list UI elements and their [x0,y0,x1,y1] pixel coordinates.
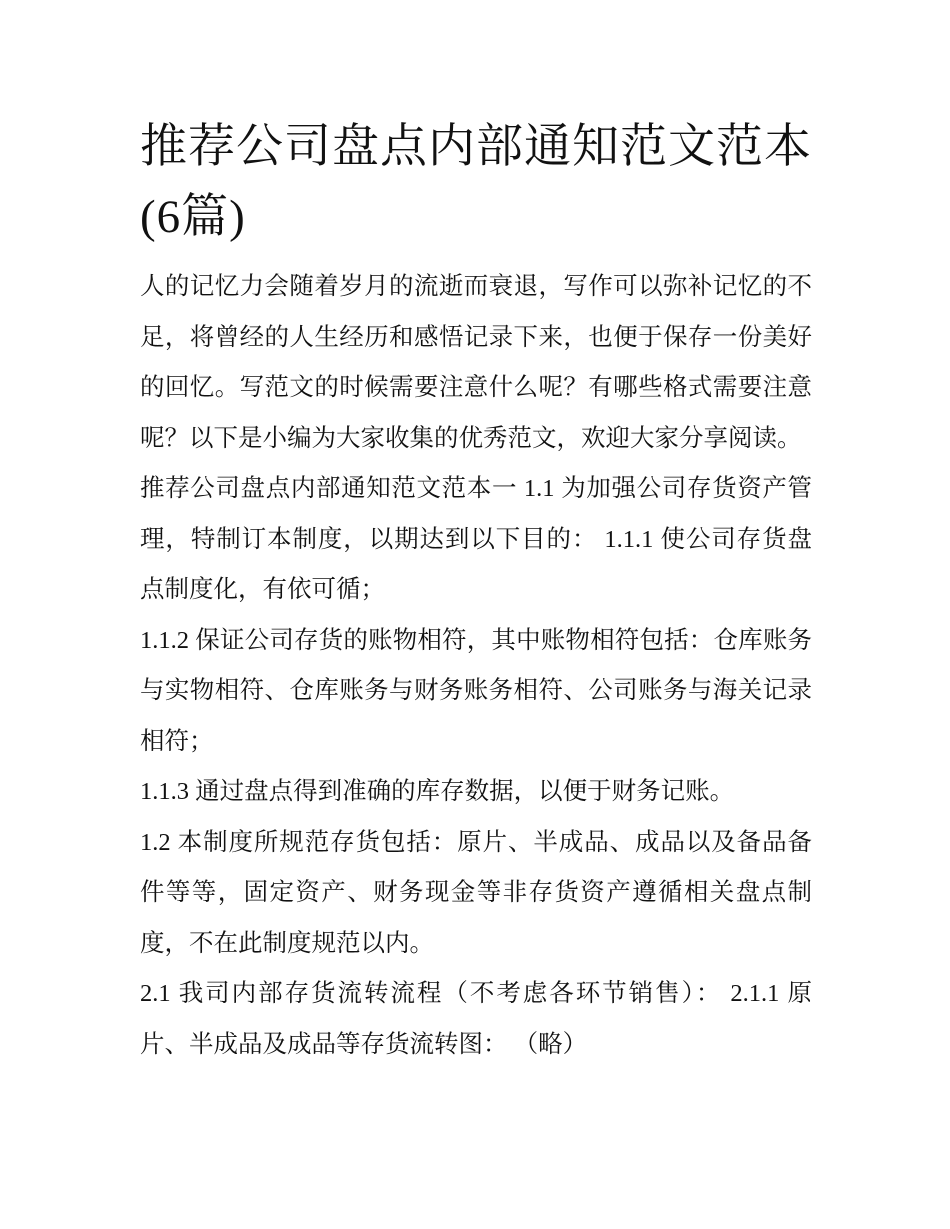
paragraph-section-1-1: 推荐公司盘点内部通知范文范本一 1.1 为加强公司存货资产管理，特制订本制度，以期达到以下目的： 1.1.1 使公司存货盘点制度化，有依可循； [140,475,812,603]
paragraph-section-2-1: 2.1 我司内部存货流转流程（不考虑各环节销售）： 2.1.1 原片、半成品及成品等存货流转图： （略） [140,980,812,1058]
paragraph-section-1-1-3: 1.1.3 通过盘点得到准确的库存数据，以便于财务记账。 [140,778,735,805]
paragraph-section-1-2: 1.2 本制度所规范存货包括：原片、半成品、成品以及备品备件等等，固定资产、财务现金等非存货资产遵循相关盘点制度，不在此制度规范以内。 [140,828,812,957]
document-title: 推荐公司盘点内部通知范文范本(6篇) [140,121,812,243]
paragraph-section-1-1-2: 1.1.2 保证公司存货的账物相符，其中账物相符包括：仓库账务与实物相符、仓库账务与财务账务相符、公司账务与海关记录相符； [140,626,812,755]
paragraph-intro: 人的记忆力会随着岁月的流逝而衰退，写作可以弥补记忆的不足，将曾经的人生经历和感悟记录下来，也便于保存一份美好的回忆。写范文的时候需要注意什么呢？有哪些格式需要注意呢？以下是小编为大家收集的优秀范文，欢迎大家分享阅读。 [140,273,812,452]
document-body [140,112,812,1070]
